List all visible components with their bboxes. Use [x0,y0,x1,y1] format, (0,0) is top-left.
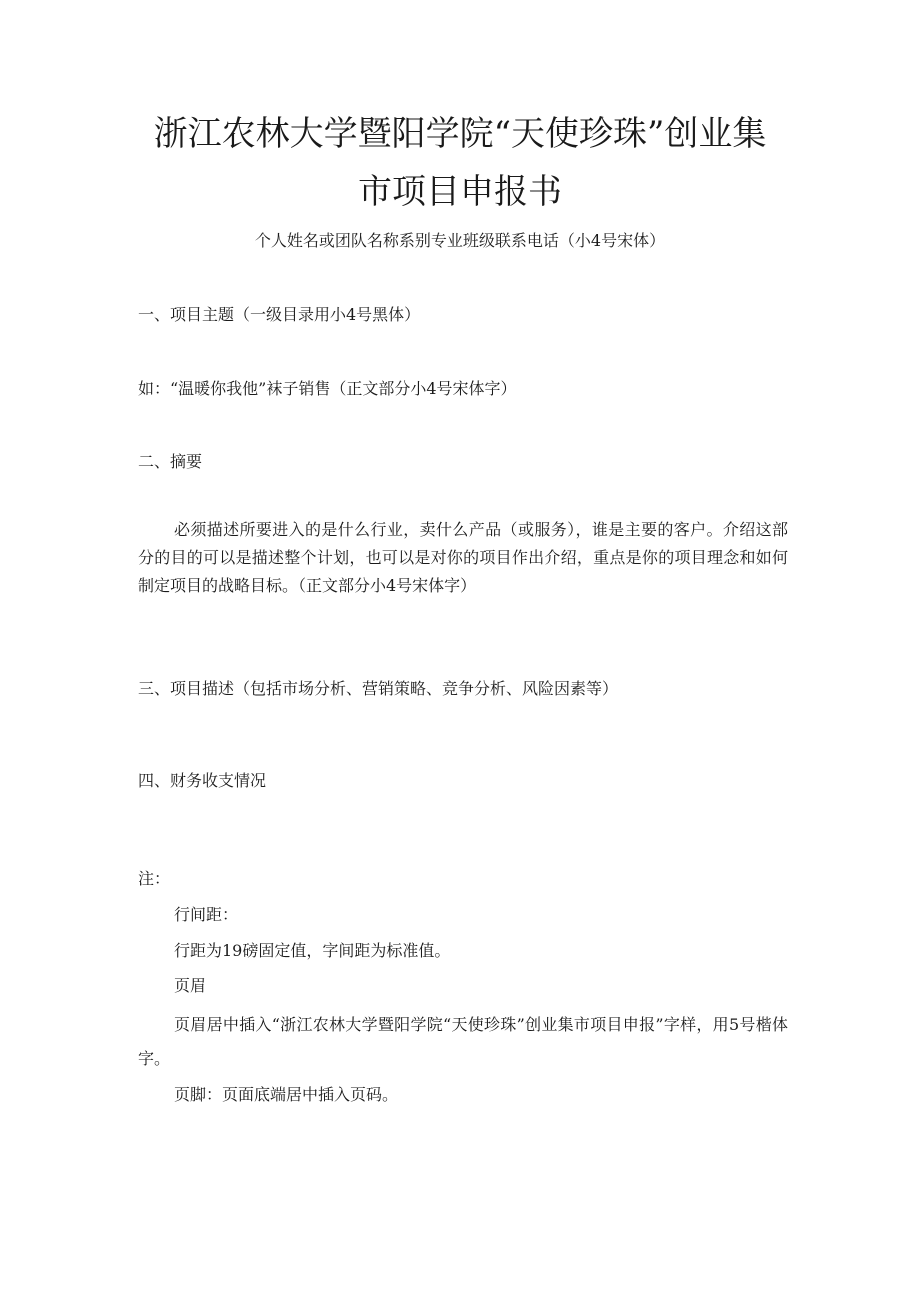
document-title-line-1: 浙江农林大学暨阳学院“天使珍珠”创业集 [153,114,767,154]
section-3-heading: 三、项目描述（包括市场分析、营销策略、竞争分析、风险因素等） [138,679,619,698]
document-title-line-2: 市项目申报书 [358,172,562,212]
section-1-heading: 一、项目主题（一级目录用小4号黑体） [138,305,421,324]
note-header-body: 页眉居中插入“浙江农林大学暨阳学院“天使珍珠”创业集市项目申报”字样，用5号楷体字。 [138,1015,788,1068]
note-header-title: 页眉 [174,976,207,995]
note-line-spacing-body: 行距为19磅固定值，字间距为标准值。 [174,941,451,960]
note-line-spacing-title: 行间距： [174,905,239,924]
section-1-example: 如：“温暖你我他”袜子销售（正文部分小4号宋体字） [138,379,517,398]
note-footer: 页脚：页面底端居中插入页码。 [174,1085,399,1104]
notes-label: 注： [138,869,171,888]
author-info-line: 个人姓名或团队名称系别专业班级联系电话（小4号宋体） [254,231,666,250]
section-2-body: 必须描述所要进入的是什么行业，卖什么产品（或服务），谁是主要的客户。介绍这部分的目的可以是描述整个计划，也可以是对你的项目作出介绍，重点是你的项目理念和如何制定项目的战略目标。（正文部分小4号宋体字） [138,520,788,595]
section-4-heading: 四、财务收支情况 [138,771,267,790]
section-2-heading: 二、摘要 [138,452,203,471]
